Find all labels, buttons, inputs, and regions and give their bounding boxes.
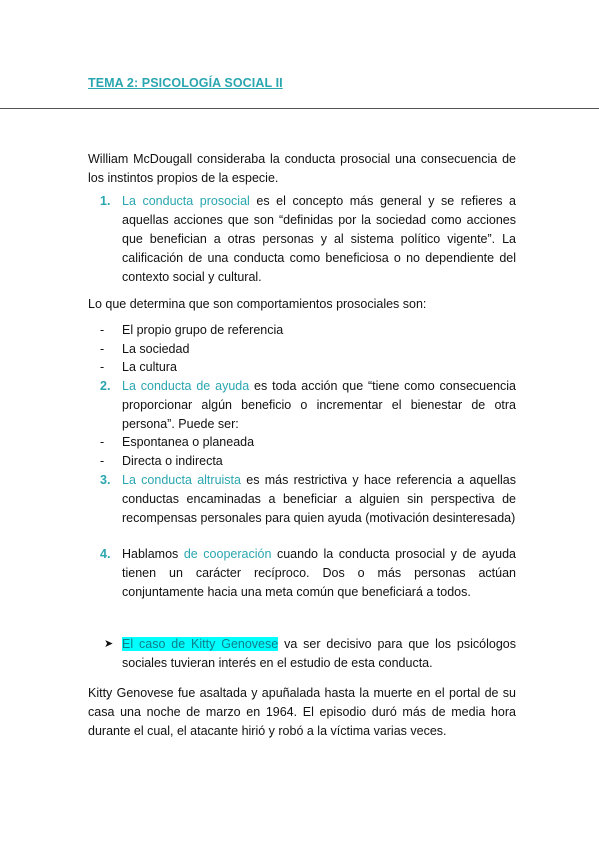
list-item: - El propio grupo de referencia: [100, 323, 284, 337]
page-title: TEMA 2: PSICOLOGÍA SOCIAL II: [88, 76, 283, 90]
list-number: 4.: [100, 547, 111, 561]
term-prosocial: La conducta prosocial: [122, 194, 250, 208]
determina-paragraph: Lo que determina que son comportamientos prosociales son:: [88, 297, 427, 311]
intro-paragraph: William McDougall consideraba la conducta prosocial una consecuencia de los instintos propios de la especie.: [88, 152, 516, 185]
list-item: - La cultura: [100, 360, 177, 374]
list-number: 2.: [100, 379, 111, 393]
list-item-altruista: [100, 471, 516, 528]
list-number: 1.: [100, 194, 111, 208]
list-item-cooperacion: 4. Hablamos de cooperación cuando la conducta prosocial y de ayuda tienen un carácter recíproco. Dos o más personas actúan conjuntamente hacia una meta común que beneficiará a todos.: [100, 547, 516, 599]
term-altruista: La conducta altruista: [122, 473, 241, 487]
list-item-ayuda: [100, 377, 516, 434]
list-item: - Espontanea o planeada: [100, 435, 255, 449]
highlighted-kitty: El caso de Kitty Genovese: [122, 637, 279, 651]
kitty-bullet: ➤ El caso de Kitty Genovese va ser decisivo para que los psicólogos sociales tuvieran interés en el estudio de esta conducta.: [104, 637, 516, 670]
list-item: - Directa o indirecta: [100, 454, 223, 468]
list-item-prosocial: [100, 192, 516, 287]
definition-prosocial: es el concepto más general y se refieres a aquellas acciones que son “definidas por la sociedad como acciones que benefician a otras personas y al sistema político vigente”. La calificación de una conducta como beneficiosa o no dependiente del contexto social y cultural.: [122, 194, 516, 284]
list-number: 3.: [100, 473, 111, 487]
term-cooperacion: de cooperación: [183, 547, 272, 561]
list-item: - La sociedad: [100, 342, 190, 356]
definition-altruista: es más restrictiva y hace referencia a aquellas conductas encaminadas a beneficiar a alguien sin perspectiva de recompensas personales para quien ayuda (motivación desinteresada): [122, 473, 516, 525]
term-ayuda: La conducta de ayuda: [122, 379, 250, 393]
definition-ayuda: es toda acción que “tiene como consecuencia proporcionar algún beneficio o incrementar el bienestar de otra persona”. Puede ser:: [122, 379, 516, 431]
closing-paragraph: Kitty Genovese fue asaltada y apuñalada hasta la muerte en el portal de su casa una noche de marzo en 1964. El episodio duró más de media hora durante el cual, el atacante hirió y robó a la víctima varias veces.: [88, 686, 516, 738]
arrow-right-icon: ➤: [104, 638, 114, 650]
header-divider: [0, 108, 599, 109]
definition-cooperacion: cuando la conducta prosocial y de ayuda tienen un carácter recíproco. Dos o más personas actúan conjuntamente hacia una meta común que beneficiará a todos.: [122, 547, 516, 599]
